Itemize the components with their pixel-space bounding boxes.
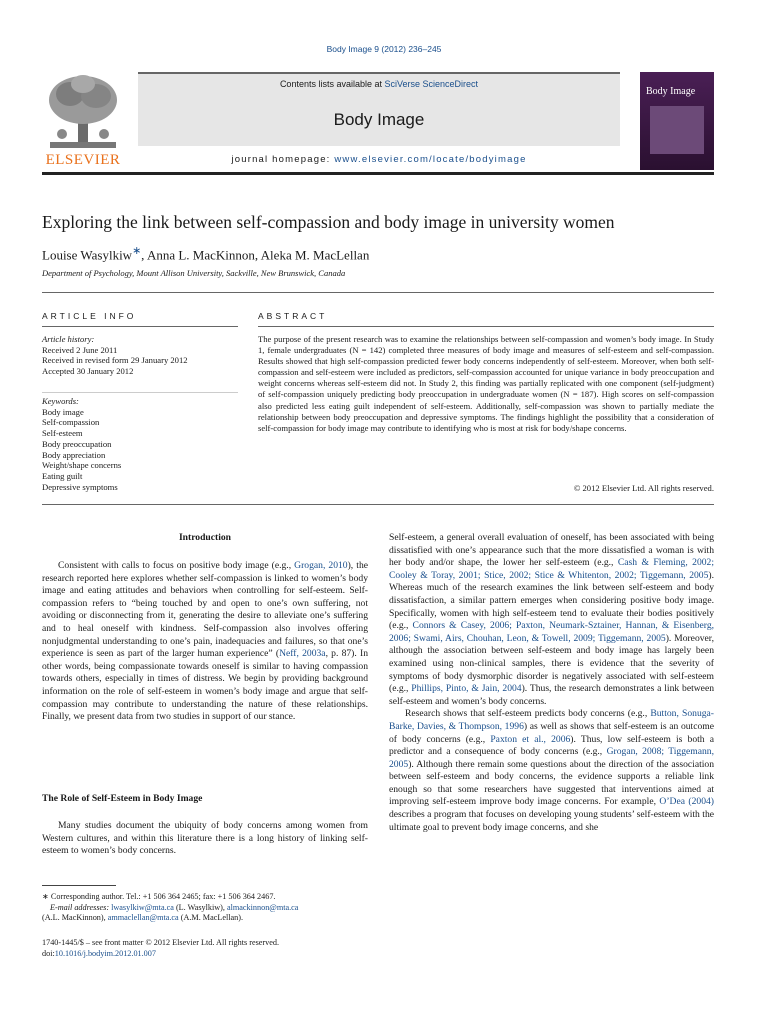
keywords-label: Keywords: [42, 396, 79, 406]
keyword-item: Self-esteem [42, 428, 83, 439]
text-run: ) as well as shows that self-esteem is an outcome of body concerns (e.g., [389, 720, 714, 745]
doi-line [42, 949, 368, 960]
front-matter-info [42, 938, 368, 959]
text-run: ). Although there remain some questions about the direction of the association between self-esteem and body concerns, the evidence supports a reliable link enough so that some researchers have suggested that interventions aimed at improving self-esteem improve body image concerns. For example, [389, 758, 714, 808]
text-run: Research shows that self-esteem predicts body concerns (e.g., [405, 708, 651, 720]
citation-link[interactable]: Connors & Casey, 2006; Paxton, Neumark-Sztainer, Hannan, & Eisenberg, 2006; Swami, Airs, Chouhan, Leon, & Towell, 2009; Tiggemann, 2005 [389, 620, 715, 644]
citation-link[interactable]: Cash & Fleming, 2002; Cooley & Toray, 2001; Stice, 2002; Stice & Whitenton, 2002; Tiggemann, 2005 [389, 557, 715, 581]
history-received: Received 2 June 2011 [42, 344, 118, 355]
keyword-item: Body preoccupation [42, 438, 112, 449]
abstract-rule [258, 326, 714, 327]
contents-line [138, 74, 620, 94]
corresponding-author-note: ∗ Corresponding author. Tel.: +1 506 364 2465; fax: +1 506 364 2467. [42, 892, 276, 901]
role-paragraph-1 [42, 820, 368, 858]
citation-link[interactable]: O’Dea (2004) [659, 796, 714, 808]
cover-artwork [650, 106, 704, 154]
elsevier-tree-icon [42, 72, 124, 152]
homepage-link[interactable]: www.elsevier.com/locate/bodyimage [334, 154, 527, 165]
corresponding-author-mark[interactable]: ∗ [132, 245, 142, 257]
email-owner: (A.M. MacLellan). [178, 913, 244, 923]
text-run: , p. 87). In other words, being compassionate towards oneself is similar to having compassion towards others, especially in times of distress. We begin by providing background information on the role of self-esteem in women’s body image and argue that self-compassion may contribute to understanding the nature of these relationships. Finally, we present data from two studies in support of our stance. [42, 648, 368, 723]
footnotes [42, 892, 368, 924]
article-history [42, 334, 238, 377]
citation-link[interactable]: Paxton et al., 2006 [490, 733, 571, 745]
right-column [389, 532, 714, 834]
contents-prefix: Contents lists available at [279, 79, 385, 89]
intro-paragraph-1 [42, 560, 368, 724]
email-link[interactable]: ammaclellan@mta.ca [107, 913, 179, 923]
paragraph [389, 708, 714, 834]
footnote-rule [42, 885, 116, 886]
citation-link[interactable]: Neff, 2003a [279, 648, 326, 660]
text-run: Consistent with calls to focus on positive body image (e.g., [58, 560, 295, 571]
citation-link[interactable]: Phillips, Pinto, & Jain, 2004 [411, 683, 522, 695]
keywords-list [42, 396, 238, 492]
homepage-prefix: journal homepage: [231, 154, 335, 165]
abstract-text: The purpose of the present research was to examine the relationships between self-compassion and women’s body image. In Study 1, female undergraduates (N = 142) completed three measures of body image and measures of self-esteem and self-compassion. Results showed that high self-compassion predicted fewer body concerns independently of self-esteem. Moreover, when both self-compassion and self-esteem were included as predictors, self-compassion accounted for unique variance in body preoccupation and weight concerns whereas self-esteem did not. In Study 2, this finding was partially replicated with one component (self-judgment) of self-compassion uniquely predicting body preoccupation in undergraduate women (N = 187). High scores on self-compassion also predicted less eating guilt independent of self-esteem. Additionally, self-compassion was shown to partially mediate the relationship between body preoccupation and depressive symptoms. The findings highlight the possibility that a consideration of self-compassion for body image may contribute to identifying who is most at risk for body/shape concerns. [258, 334, 714, 433]
keyword-item: Depressive symptoms [42, 481, 118, 492]
introduction-title: Introduction [178, 532, 232, 543]
citation-link[interactable]: Grogan, 2008; Tiggemann, 2005 [389, 746, 714, 770]
citation-link[interactable]: Grogan, 2010 [294, 560, 348, 571]
email-owner: (A.L. MacKinnon), [42, 913, 108, 923]
text-run: ), the research reported here explores whether self-compassion is linked to women’s body image and eating attitudes and behaviors when controlling for self-esteem. Self-compassion refers to “being touched by and open to one’s own suffering, not avoiding or disconnecting from it, generating the desire to alleviate one’s suffering and to heal oneself with kindness. Self-compassion also involves offering nonjudgmental understanding to one’s pain, inadequacies and failures, so that one’s experience is seen as part of the larger human experience” ( [42, 560, 368, 660]
text-run: describes a program that focuses on developing young students’ self-esteem with the ultimate goal to prevent body image concerns, and she [389, 809, 714, 833]
keyword-item: Eating guilt [42, 470, 83, 481]
keyword-item: Body image [42, 406, 84, 417]
header-rule [42, 172, 714, 175]
abstract-heading: ABSTRACT [258, 311, 328, 321]
keyword-item: Weight/shape concerns [42, 460, 122, 471]
text-run: ). Whereas much of the research examines the link between self-esteem and body dissatisfaction, a similar pattern emerges when considering positive body image. Specifically, women with high self-esteem tend to evaluate their bodies positively (e.g., [389, 569, 714, 632]
keyword-item: Self-compassion [42, 417, 100, 428]
cover-title: Body Image [646, 86, 696, 97]
journal-banner [138, 72, 620, 170]
role-section-heading [42, 793, 368, 806]
email-owner: (L. Wasylkiw), [173, 902, 227, 912]
copyright-notice: © 2012 Elsevier Ltd. All rights reserved. [573, 483, 714, 493]
doi-link[interactable]: 10.1016/j.bodyim.2012.01.007 [54, 948, 156, 958]
article-info-rule [42, 326, 238, 327]
doi-label: doi: [42, 948, 55, 958]
text-run: ). Thus, the research demonstrates a link between self-esteem and women’s body concerns. [389, 683, 714, 707]
introduction-heading [42, 532, 368, 545]
email-link[interactable]: lwasylkiw@mta.ca [111, 902, 174, 912]
other-authors: , Anna L. MacKinnon, Aleka M. MacLellan [141, 247, 370, 263]
history-accepted: Accepted 30 January 2012 [42, 366, 134, 377]
paragraph [42, 560, 368, 724]
history-label: Article history: [42, 334, 95, 344]
email-link[interactable]: almackinnon@mta.ca [227, 902, 299, 912]
author-list [42, 244, 369, 263]
abstract-bottom-rule [42, 504, 714, 505]
author-1: Louise Wasylkiw [42, 247, 133, 263]
sciencedirect-link[interactable]: SciVerse ScienceDirect [384, 79, 479, 89]
publisher-name: ELSEVIER [45, 152, 121, 168]
journal-citation[interactable]: Body Image 9 (2012) 236–245 [326, 44, 442, 54]
homepage-line [138, 154, 620, 165]
history-revised: Received in revised form 29 January 2012 [42, 355, 188, 366]
title-rule [42, 292, 714, 293]
journal-cover-image[interactable] [640, 72, 714, 170]
text-run: ). Moreover, although the association between self-esteem and body image has largely been examined using non-clinical samples, there is evidence that the severity of symptoms of body dysmorphic disorder is negatively associated with self-esteem (e.g., [389, 632, 714, 695]
keywords-rule [42, 392, 238, 393]
issn-line: 1740-1445/$ – see front matter © 2012 Elsevier Ltd. All rights reserved. [42, 938, 280, 947]
elsevier-logo[interactable] [42, 72, 124, 168]
text-run: ). Thus, low self-esteem is both a predictor and a consequence of body concerns (e.g., [389, 733, 715, 758]
keyword-item: Body appreciation [42, 449, 106, 460]
paragraph: Many studies document the ubiquity of body concerns among women from Western cultures, and within this literature there is a long history of linking self-esteem to women’s body concerns. [42, 820, 368, 857]
email-label: E-mail addresses: [50, 902, 112, 912]
paragraph [389, 532, 714, 708]
role-section-title: The Role of Self-Esteem in Body Image [42, 793, 203, 804]
affiliation: Department of Psychology, Mount Allison University, Sackville, New Brunswick, Canada [42, 268, 346, 278]
email-addresses-cont [42, 913, 368, 924]
journal-header [42, 72, 714, 168]
citation-link[interactable]: Button, Sonuga-Barke, Davies, & Thompson, 1996 [389, 708, 714, 732]
email-addresses [42, 903, 368, 914]
article-title: Exploring the link between self-compassion and body image in university women [42, 212, 615, 232]
journal-name: Body Image [333, 110, 425, 129]
text-run: Self-esteem, a general overall evaluation of oneself, has been associated with being dissatisfied with one’s appearance such that the more dissatisfied a woman is with her body and/or shape, the lower her self-esteem (e.g., [389, 532, 714, 569]
article-info-heading: ARTICLE INFO [42, 311, 137, 321]
